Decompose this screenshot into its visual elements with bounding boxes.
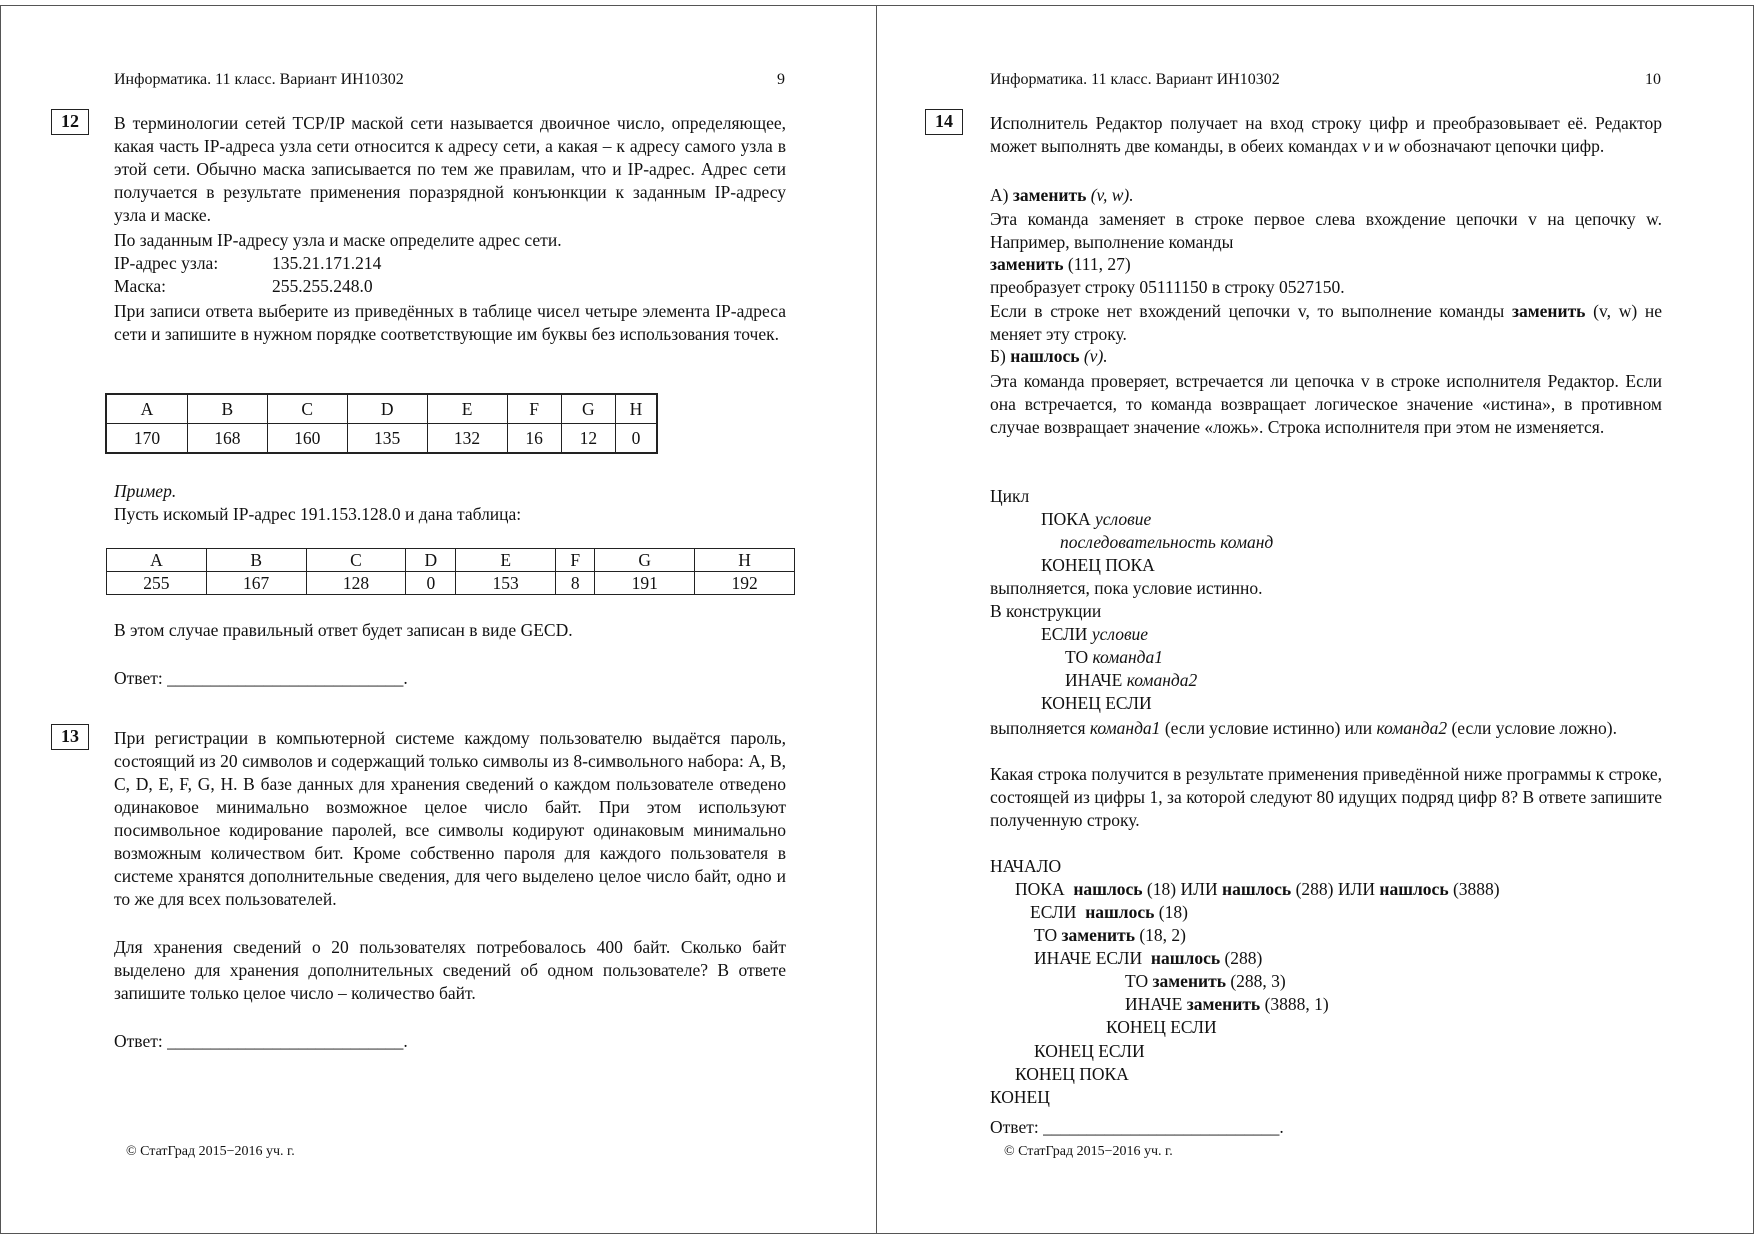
q14-intro [990, 112, 1662, 158]
command-b-prefix: Б) [990, 346, 1006, 366]
program-else-if-line [1034, 948, 1262, 969]
construct-text: выполняется [990, 718, 1086, 738]
page-header: Информатика. 11 класс. Вариант ИН10302 [990, 71, 1280, 88]
construct-title: В конструкции [990, 601, 1102, 621]
loop-while-line [1041, 509, 1151, 530]
q13-paragraph: При регистрации в компьютерной системе каждому пользователю выдаётся пароль, состоящий из 20 символов и содержащий только символы из 8-символьного набора: A, B, C, D, E, F, G, H. В базе данных для хранения сведений о каждом пользователе отведено одинаковое минимально возможное целое число байт. При этом используют посимвольное кодирование паролей, все символы кодируют одинаковым минимально возможным количеством бит. Кроме собственно пароля для каждого пользователя в системе хранятся дополнительные сведения, для чего выделено целое число байт, одно и то же для всех пользователей. [114, 728, 786, 909]
replace-example [990, 254, 1131, 275]
program-arg: (18) [1146, 879, 1177, 899]
answer-line: Ответ: ___________________________. [990, 1117, 1284, 1137]
copyright-footer: © СтатГрад 2015−2016 уч. г. [126, 1144, 295, 1159]
table-cell: G [561, 394, 615, 424]
loop-title: Цикл [990, 486, 1030, 506]
table-cell: B [187, 394, 267, 424]
intro-text-end: обозначают цепочки цифр. [1404, 136, 1605, 156]
keyword-if: ЕСЛИ [1041, 624, 1088, 644]
q12-paragraph: В терминологии сетей TCP/IP маской сети называется двоичное число, определяющее, какая часть IP-адреса узла сети относится к адресу сети, а какая – к адресу самого узла в этой сети. Обычно маска записывается по тем же правилам, что и IP-адрес. Адрес сети получается в результате применения поразрядной конъюнкции к заданным IP-адресу узла и маске. [114, 113, 786, 225]
construct-text-end: (если условие ложно). [1451, 718, 1617, 738]
no-match-text-end: (v, w) не меняет эту строку. [990, 301, 1663, 344]
program-begin: НАЧАЛО [990, 856, 1062, 876]
command-b-args: (v). [1083, 346, 1108, 366]
command-a-args: (v, w). [1090, 185, 1134, 205]
table-cell: D [347, 394, 427, 424]
question-number-14: 14 [925, 109, 963, 135]
q14-question: Какая строка получится в результате применения приведённой ниже программы к строке, состоящей из цифры 1, за которой следуют 80 идущих подряд цифр 8? В ответе запишите полученную строку. [990, 764, 1662, 830]
program-inner-else-line [1125, 994, 1329, 1015]
example-table [106, 548, 795, 595]
program-arg: (288, 3) [1230, 971, 1286, 991]
mask-value: 255.255.248.0 [272, 276, 373, 296]
answer-line: Ответ: ___________________________. [114, 1031, 408, 1051]
right-page [876, 5, 1754, 1234]
loop-description: выполняется, пока условие истинно. [990, 578, 1263, 598]
program-arg: (18, 2) [1139, 925, 1187, 945]
table-cell: 135 [347, 424, 427, 454]
table-cell: B [206, 549, 306, 572]
table-cell: A [106, 394, 187, 424]
loop-sequence-line: последовательность команд [1060, 532, 1274, 552]
keyword-replace: заменить [1152, 971, 1226, 991]
program-then-line [1034, 925, 1186, 946]
program-arg: (3888, 1) [1264, 994, 1329, 1014]
table-cell: H [616, 394, 658, 424]
table-values-row [106, 424, 657, 454]
keyword-or: ИЛИ [1337, 879, 1375, 899]
keyword-found: нашлось [1073, 879, 1143, 899]
keyword-condition: условие [1091, 624, 1149, 644]
table-cell: 16 [507, 424, 561, 454]
table-cell: 153 [456, 572, 556, 595]
table-letters-row [106, 394, 657, 424]
program-end-if: КОНЕЦ ЕСЛИ [1034, 1041, 1145, 1061]
ip-value: 135.21.171.214 [272, 253, 382, 273]
table-cell: 8 [556, 572, 595, 595]
table-values-row [107, 572, 795, 595]
question-number-13: 13 [51, 724, 89, 750]
page-number: 10 [1645, 71, 1661, 88]
keyword-found: нашлось [1221, 879, 1292, 899]
command-a-prefix: А) [990, 185, 1009, 205]
table-cell: E [456, 549, 556, 572]
end-if-line: КОНЕЦ ЕСЛИ [1041, 693, 1152, 713]
table-cell: 168 [187, 424, 267, 454]
program-arg: (288) [1224, 948, 1263, 968]
replace-no-match [990, 300, 1662, 346]
program-arg: (3888) [1452, 879, 1500, 899]
keyword-found: нашлось [1010, 346, 1080, 366]
q12-instruction: При записи ответа выберите из приведённых в таблице чисел четыре элемента IP-адреса сети и запишите в нужном порядке соответствующие им буквы без использования точек. [114, 301, 786, 344]
program-inner-then-line [1125, 971, 1286, 992]
command-a-title [990, 185, 1134, 206]
program-if-line [1030, 902, 1188, 923]
command-b-title [990, 346, 1108, 367]
keyword-found: нашлось [1085, 902, 1155, 922]
table-cell: 192 [695, 572, 795, 595]
table-cell: A [107, 549, 207, 572]
keyword-replace: заменить [1511, 301, 1586, 321]
answer-line: Ответ: ___________________________. [114, 668, 408, 688]
table-cell: H [695, 549, 795, 572]
replace-description: Эта команда заменяет в строке первое слева вхождение цепочки v на цепочку w. Например, выполнение команды [990, 209, 1662, 252]
construct-description [990, 717, 1662, 740]
keyword-command1: команда1 [1089, 718, 1161, 738]
keyword-or: ИЛИ [1180, 879, 1218, 899]
keyword-command2: команда2 [1376, 718, 1448, 738]
table-cell: F [507, 394, 561, 424]
table-cell: C [306, 549, 406, 572]
replace-example-args: (111, 27) [1067, 254, 1131, 274]
keyword-then: ТО [1125, 971, 1149, 991]
mask-label: Маска: [114, 276, 166, 296]
program-while-line [1015, 879, 1500, 900]
keyword-else: ИНАЧЕ [1065, 670, 1123, 690]
example-title: Пример. [114, 481, 177, 501]
found-description: Эта команда проверяет, встречается ли цепочка v в строке исполнителя Редактор. Если она встречается, то команда возвращает логическое значение «истина», в противном случае возвращает значение «ложь». Строка исполнителя при этом не изменяется. [990, 371, 1662, 437]
keyword-replace: заменить [1061, 925, 1135, 945]
table-cell: D [406, 549, 456, 572]
keyword-else: ИНАЧЕ [1125, 994, 1183, 1014]
table-cell: 128 [306, 572, 406, 595]
example-text: Пусть искомый IP-адрес 191.153.128.0 и дана таблица: [114, 504, 522, 524]
keyword-replace: заменить [1012, 185, 1087, 205]
keyword-found: нашлось [1150, 948, 1221, 968]
program-arg: (18) [1158, 902, 1188, 922]
keyword-condition: условие [1094, 509, 1152, 529]
table-cell: 167 [206, 572, 306, 595]
table-cell: 12 [561, 424, 615, 454]
program-arg: (288) [1295, 879, 1334, 899]
copyright-footer: © СтатГрад 2015−2016 уч. г. [1004, 1144, 1173, 1159]
program-end: КОНЕЦ [990, 1087, 1050, 1107]
keyword-found: нашлось [1379, 879, 1449, 899]
table-cell: 170 [106, 424, 187, 454]
example-answer: В этом случае правильный ответ будет записан в виде GECD. [114, 620, 573, 640]
table-cell: G [595, 549, 695, 572]
var-v: v [1362, 136, 1370, 156]
then-line [1065, 647, 1163, 668]
table-cell: 0 [616, 424, 658, 454]
ip-label: IP-адрес узла: [114, 253, 219, 273]
table-cell: F [556, 549, 595, 572]
program-end-while: КОНЕЦ ПОКА [1015, 1064, 1129, 1084]
q12-task-line: По заданным IP-адресу узла и маске определите адрес сети. [114, 230, 562, 250]
table-cell: 160 [267, 424, 347, 454]
question-number-12: 12 [51, 109, 89, 135]
keyword-while: ПОКА [1041, 509, 1091, 529]
page-number: 9 [777, 71, 785, 88]
table-cell: 0 [406, 572, 456, 595]
no-match-text: Если в строке нет вхождений цепочки v, то выполнение команды [990, 301, 1505, 321]
if-line [1041, 624, 1148, 645]
q12-table [105, 393, 658, 454]
keyword-if: ЕСЛИ [1030, 902, 1077, 922]
page-header: Информатика. 11 класс. Вариант ИН10302 [114, 71, 404, 88]
var-w: w [1387, 136, 1400, 156]
table-cell: E [427, 394, 507, 424]
else-line [1065, 670, 1197, 691]
keyword-command2: команда2 [1126, 670, 1198, 690]
keyword-then: ТО [1065, 647, 1089, 667]
table-cell: 255 [107, 572, 207, 595]
keyword-else-if: ИНАЧЕ ЕСЛИ [1034, 948, 1143, 968]
keyword-replace: заменить [990, 254, 1064, 274]
keyword-then: ТО [1034, 925, 1058, 945]
intro-text: Исполнитель Редактор получает на вход строку цифр и преобразовывает её. Редактор может выполнять две команды, в обеих командах [990, 113, 1662, 156]
table-cell: C [267, 394, 347, 424]
keyword-command1: команда1 [1092, 647, 1164, 667]
intro-and: и [1374, 136, 1384, 156]
left-page [0, 5, 878, 1234]
table-cell: 191 [595, 572, 695, 595]
program-inner-end-if: КОНЕЦ ЕСЛИ [1106, 1017, 1217, 1037]
table-cell: 132 [427, 424, 507, 454]
keyword-replace: заменить [1186, 994, 1261, 1014]
keyword-while: ПОКА [1015, 879, 1065, 899]
table-letters-row [107, 549, 795, 572]
construct-text: (если условие истинно) или [1164, 718, 1373, 738]
loop-end-line: КОНЕЦ ПОКА [1041, 555, 1155, 575]
replace-example-result: преобразует строку 05111150 в строку 0527150. [990, 277, 1345, 297]
q13-question: Для хранения сведений о 20 пользователях потребовалось 400 байт. Сколько байт выделено для хранения дополнительных сведений об одном пользователе? В ответе запишите только целое число – количество байт. [114, 937, 786, 1003]
